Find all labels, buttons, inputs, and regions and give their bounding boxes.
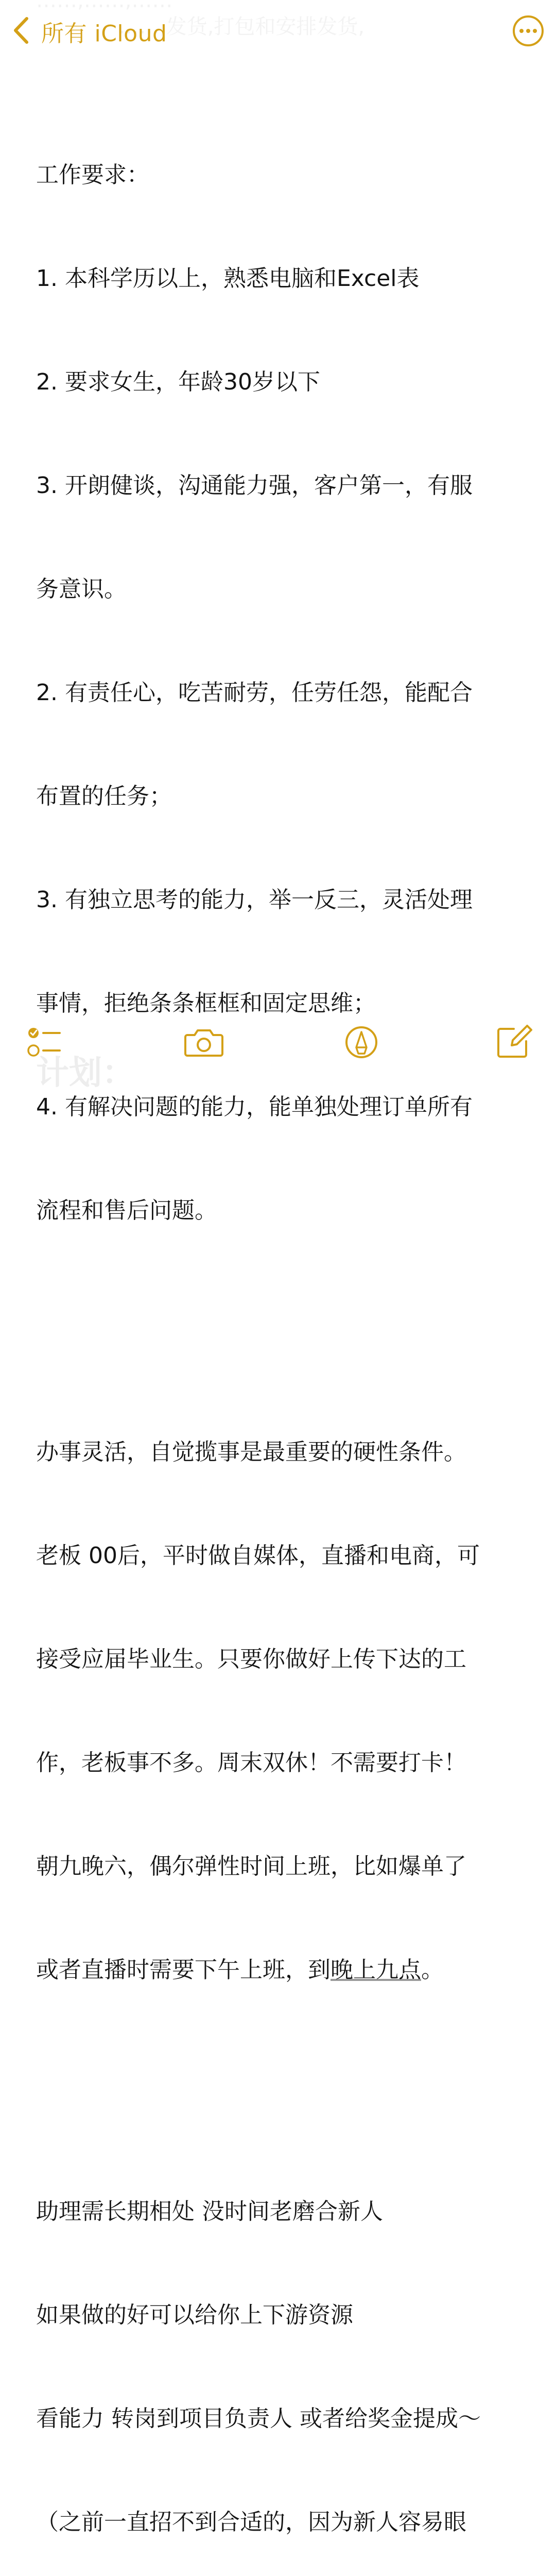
note-line [36, 1953, 530, 1987]
compose-icon [493, 1022, 534, 1063]
note-line: 作，老板事不多。周末双休！不需要打卡！ [36, 1750, 466, 1776]
bottom-toolbar [0, 1011, 556, 1092]
camera-button[interactable] [183, 1022, 224, 1063]
note-line: 助理需长期相处 没时间老磨合新人 [36, 2198, 383, 2225]
checklist-button[interactable] [25, 1022, 66, 1063]
compose-button[interactable] [493, 1022, 534, 1063]
note-line: 事情，拒绝条条框框和固定思维； [36, 990, 376, 1016]
section-heading: 工作要求： [36, 162, 149, 188]
back-button[interactable] [11, 15, 167, 47]
checklist-icon [25, 1022, 66, 1063]
scrolled-text-line: ……,发货,打包和安排发货, [118, 15, 365, 39]
note-body[interactable] [36, 89, 530, 2576]
camera-icon [183, 1022, 224, 1063]
detected-time-link[interactable]: 晚上九点 [331, 1957, 421, 1983]
note-line: 3. 有独立思考的能力，举一反三，灵活处理 [36, 887, 473, 913]
note-line: 流程和售后问题。 [36, 1197, 217, 1224]
scrolled-text-line: 计划： [36, 1054, 135, 1092]
scrolled-text-line: ……,……,…… [36, 0, 173, 12]
navigation-bar [0, 0, 556, 62]
more-options-button[interactable] [512, 14, 545, 47]
note-line-text: 或者直播时需要下午上班，到 [36, 1957, 331, 1983]
note-line: 2. 有责任心，吃苦耐劳，任劳任怨，能配合 [36, 680, 473, 706]
note-line: 老板 00后，平时做自媒体，直播和电商，可 [36, 1543, 480, 1569]
note-line: 办事灵活，自觉揽事是最重要的硬性条件。 [36, 1439, 466, 1465]
markup-button[interactable] [341, 1022, 382, 1063]
note-line: 1. 本科学历以上，熟悉电脑和Excel表 [36, 265, 420, 292]
note-line: 务意识。 [36, 576, 127, 602]
note-line: 布置的任务； [36, 783, 172, 809]
note-line: 朝九晚六，偶尔弹性时间上班，比如爆单了 [36, 1853, 466, 1879]
note-line: 接受应届毕业生。只要你做好上传下达的工 [36, 1646, 466, 1672]
note-line-text: 。 [421, 1957, 444, 1983]
back-button-label: 所有 iCloud [41, 21, 167, 47]
blank-line [36, 2056, 530, 2091]
note-line: 看能力 转岗到项目负责人 或者给奖金提成～ [36, 2405, 481, 2432]
note-line: （之前一直招不到合适的，因为新人容易眼 [36, 2509, 466, 2535]
note-line: 2. 要求女生，年龄30岁以下 [36, 369, 320, 395]
chevron-left-icon [11, 14, 31, 48]
blank-line [36, 1297, 530, 1331]
note-line: 3. 开朗健谈，沟通能力强，客户第一，有服 [36, 472, 473, 499]
note-line: 4. 有解决问题的能力，能单独处理订单所有 [36, 1094, 473, 1120]
ellipsis-circle-icon [512, 14, 545, 47]
note-line: 如果做的好可以给你上下游资源 [36, 2302, 353, 2328]
markup-pen-icon [341, 1022, 382, 1063]
